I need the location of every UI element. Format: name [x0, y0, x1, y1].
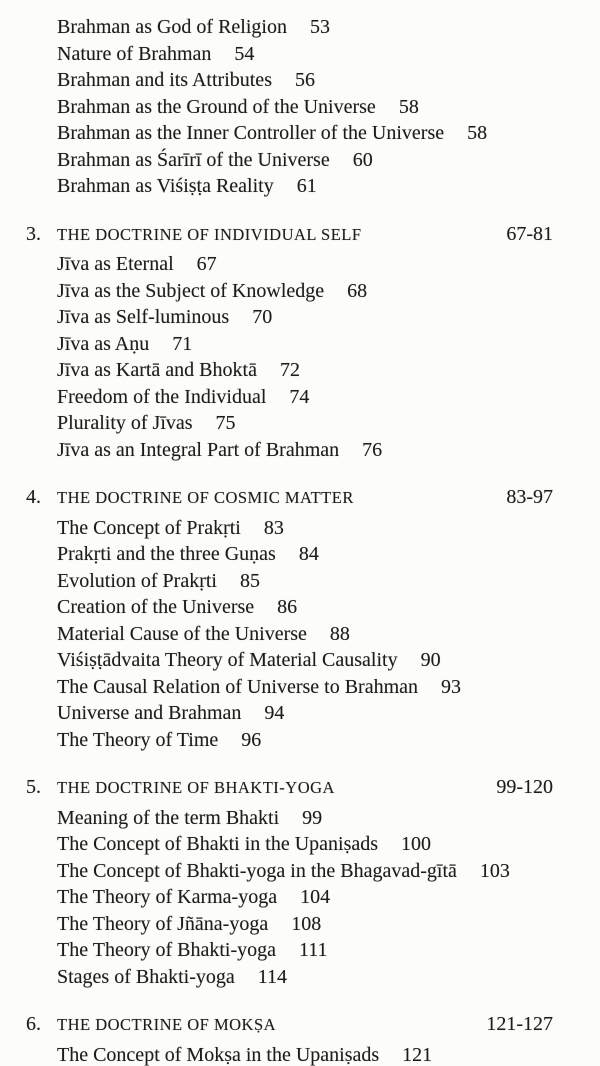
toc-item-title: The Theory of Time	[57, 728, 219, 751]
toc-item-page: 94	[264, 702, 285, 724]
toc-item	[57, 173, 600, 200]
chapter-page-range: 83-97	[506, 486, 553, 508]
toc-item-title: The Theory of Bhakti-yoga	[57, 939, 277, 961]
toc-item-page: 70	[252, 306, 273, 328]
toc-item-page: 100	[401, 833, 432, 855]
chapter-page-range: 67-81	[506, 222, 553, 245]
toc-item	[57, 251, 600, 278]
toc-item	[57, 147, 600, 174]
chapter-number: 4.	[26, 486, 41, 508]
toc-item	[57, 805, 600, 832]
toc-item	[57, 120, 600, 147]
chapter-heading-row	[0, 774, 600, 802]
toc-item	[57, 331, 600, 358]
toc-item	[57, 964, 600, 991]
toc-item	[57, 594, 600, 621]
toc-item	[57, 621, 600, 648]
toc-item-page: 68	[347, 279, 368, 302]
toc-item-page: 88	[329, 622, 350, 645]
chapter-title: THE DOCTRINE OF COSMIC MATTER	[57, 488, 354, 507]
toc-item	[57, 41, 600, 68]
toc-item	[57, 278, 600, 305]
toc-item-page: 96	[241, 728, 262, 751]
toc-item-page: 53	[309, 16, 330, 38]
toc-item-page: 56	[294, 69, 315, 91]
toc-item-page: 85	[239, 569, 260, 592]
toc-item-title: The Theory of Karma-yoga	[57, 886, 278, 908]
toc-item-page: 111	[299, 939, 328, 961]
toc-item	[57, 410, 600, 437]
toc-item-title: Brahman as God of Religion	[57, 16, 287, 38]
toc-item-title: Prakṛti and the three Guṇas	[57, 543, 276, 565]
toc-item-title: Brahman as the Ground of the Universe	[57, 95, 376, 118]
toc-item-title: The Concept of Prakṛti	[57, 516, 241, 539]
toc-item-page: 121	[402, 1043, 433, 1066]
toc-item-title: Brahman and its Attributes	[57, 69, 272, 91]
chapter-page-range: 121-127	[486, 1013, 553, 1035]
toc-item	[57, 357, 600, 384]
toc-item-page: 104	[300, 886, 331, 908]
chapter-heading-row	[0, 484, 600, 512]
toc-item-page: 74	[289, 385, 310, 408]
toc-item-title: Meaning of the term Bhakti	[57, 806, 280, 829]
toc-item	[57, 515, 600, 542]
toc-item	[57, 384, 600, 411]
toc-item-title: Nature of Brahman	[57, 42, 212, 65]
toc-item-page: 71	[172, 332, 193, 355]
toc-item	[57, 67, 600, 94]
toc-item-page: 93	[441, 675, 462, 698]
toc-item-title: Jīva as Kartā and Bhoktā	[57, 359, 257, 381]
toc-item-title: Jīva as Eternal	[57, 253, 174, 275]
toc-item-title: Jīva as Aṇu	[57, 332, 150, 355]
toc-item-title: Jīva as Self-luminous	[57, 306, 230, 328]
toc-item-page: 67	[196, 253, 217, 275]
toc-item	[57, 437, 600, 464]
toc-item	[57, 937, 600, 964]
chapter-title: THE DOCTRINE OF BHAKTI-YOGA	[57, 778, 335, 797]
toc-item-title: Brahman as Viśiṣṭa Reality	[57, 175, 274, 197]
toc-item-title: Brahman as Śarīrī of the Universe	[57, 148, 330, 171]
toc-item	[57, 94, 600, 121]
toc-item	[57, 884, 600, 911]
chapter-number: 3.	[26, 222, 41, 245]
toc-item-title: Universe and Brahman	[57, 702, 242, 724]
toc-item	[57, 14, 600, 41]
toc-item-page: 61	[296, 175, 317, 197]
toc-item-title: The Theory of Jñāna-yoga	[57, 912, 269, 935]
toc-item-title: The Concept of Bhakti-yoga in the Bhagavad-gītā	[57, 859, 457, 882]
toc-item-page: 108	[291, 912, 322, 935]
toc-item-title: The Causal Relation of Universe to Brahman	[57, 675, 419, 698]
toc-item	[57, 1042, 600, 1066]
chapter-heading-row	[0, 221, 600, 249]
toc-item-title: Jīva as the Subject of Knowledge	[57, 279, 325, 302]
toc-item	[57, 647, 600, 674]
toc-item-title: Jīva as an Integral Part of Brahman	[57, 438, 340, 461]
chapter-number: 6.	[26, 1013, 41, 1035]
toc-item-page: 83	[263, 516, 284, 539]
toc-item-title: The Concept of Bhakti in the Upaniṣads	[57, 833, 379, 855]
toc-item-page: 58	[467, 122, 488, 144]
toc-item-page: 54	[234, 42, 255, 65]
toc-item-title: Viśiṣṭādvaita Theory of Material Causality	[57, 649, 398, 671]
toc-item-title: Plurality of Jīvas	[57, 412, 193, 434]
toc-item-page: 103	[479, 859, 510, 882]
toc-item	[57, 700, 600, 727]
toc-item	[57, 674, 600, 701]
toc-item-title: Freedom of the Individual	[57, 385, 267, 408]
toc-item-page: 84	[298, 543, 319, 565]
toc-item-title: Brahman as the Inner Controller of the Universe	[57, 122, 445, 144]
toc-item-title: Evolution of Prakṛti	[57, 569, 217, 592]
toc-item-page: 76	[362, 438, 383, 461]
toc-item	[57, 568, 600, 595]
chapter-heading-row	[0, 1011, 600, 1039]
toc-item-page: 86	[277, 596, 298, 618]
toc-item-title: Stages of Bhakti-yoga	[57, 965, 235, 988]
toc-item	[57, 831, 600, 858]
toc-item-title: Material Cause of the Universe	[57, 622, 307, 645]
chapter-page-range: 99-120	[496, 776, 553, 798]
toc-item	[57, 304, 600, 331]
toc-item-title: Creation of the Universe	[57, 596, 255, 618]
toc-item-page: 58	[398, 95, 419, 118]
toc-item-page: 99	[302, 806, 323, 829]
toc-item-page: 90	[420, 649, 441, 671]
toc-item-page: 60	[352, 148, 373, 171]
toc-item	[57, 541, 600, 568]
toc-item-page: 114	[257, 965, 288, 988]
chapter-number: 5.	[26, 776, 41, 798]
chapter-title: THE DOCTRINE OF INDIVIDUAL SELF	[57, 224, 362, 244]
toc-item-title: The Concept of Mokṣa in the Upaniṣads	[57, 1043, 380, 1066]
toc-item-page: 75	[215, 412, 236, 434]
toc-item	[57, 858, 600, 885]
chapter-title: THE DOCTRINE OF MOKṢA	[57, 1015, 277, 1034]
toc-item	[57, 727, 600, 754]
toc-item-page: 72	[279, 359, 300, 381]
toc-item	[57, 911, 600, 938]
